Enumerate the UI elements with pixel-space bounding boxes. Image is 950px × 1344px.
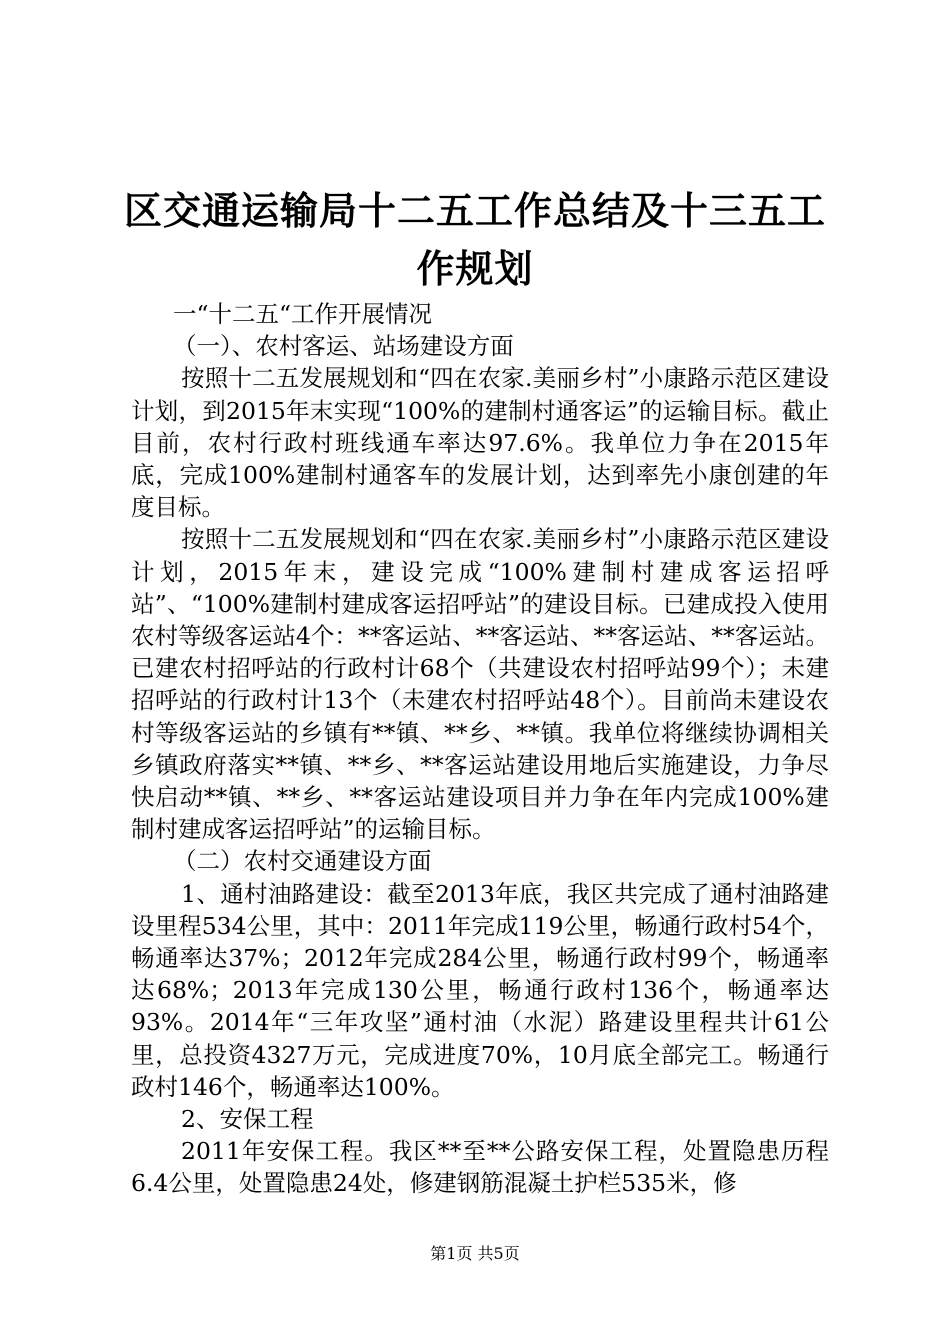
body-paragraph: 按照十二五发展规划和“四在农家.美丽乡村”小康路示范区建设计划，到2015年末实现“100%的建制村通客运”的运输目标。截止目前，农村行政村班线通车率达97.6%。我单位力争在2015年底，完成100%建制村通客车的发展计划，达到率先小康创建的年度目标。	[131, 364, 829, 522]
section-heading: 一“十二五“工作开展情况	[173, 300, 433, 328]
subsection-heading: （二）农村交通建设方面	[173, 847, 432, 876]
subsection-heading: （一）、农村客运、站场建设方面	[173, 332, 514, 361]
body-paragraph: 1、通村油路建设：截至2013年底，我区共完成了通村油路建设里程534公里，其中：2011年完成119公里，畅通行政村54个，畅通率达37%；2012年完成284公里，畅通行政村99个，畅通率达68%；2013年完成130公里，畅通行政村136个，畅通率达93%。2014年“三年攻坚”通村油（水泥）路建设里程共计61公里，总投资4327万元，完成进度70%，10月底全部完工。畅通行政村146个，畅通率达100%。	[131, 879, 829, 1101]
item-heading: 2、安保工程	[181, 1105, 314, 1134]
body-paragraph: 2011年安保工程。我区**至**公路安保工程，处置隐患历程6.4公里，处置隐患24处，修建钢筋混凝土护栏535米，修	[131, 1137, 829, 1198]
document-body	[131, 298, 829, 1200]
body-paragraph: 按照十二五发展规划和“四在农家.美丽乡村”小康路示范区建设计划，2015年末，建设完成“100%建制村建成客运招呼站”、“100%建制村建成客运招呼站”的建设目标。已建成投入使用农村等级客运站4个：**客运站、**客运站、**客运站、**客运站。已建农村招呼站的行政村计68个（共建设农村招呼站99个）；未建招呼站的行政村计13个（未建农村招呼站48个）。目前尚未建设农村等级客运站的乡镇有**镇、**乡、**镇。我单位将继续协调相关乡镇政府落实**镇、**乡、**客运站建设用地后实施建设，力争尽快启动**镇、**乡、**客运站建设项目并力争在年内完成100%建制村建成客运招呼站”的运输目标。	[131, 525, 829, 844]
page-footer: 第1页 共5页	[430, 1244, 520, 1263]
document-title: 区交通运输局十二五工作总结及十三五工作规划	[123, 189, 826, 291]
